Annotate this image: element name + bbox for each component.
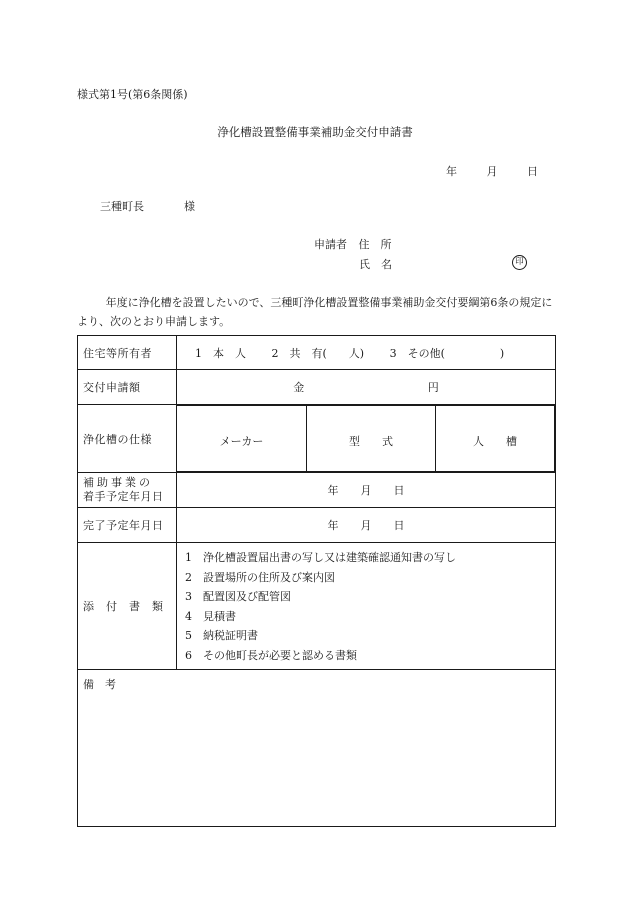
form-number: 様式第1号(第6条関係) [77,88,188,101]
address-label: 住 所 [358,238,392,251]
spec-grid [177,405,556,473]
day-label: 日 [527,165,538,178]
amount-row [78,370,556,405]
seal-mark: 印 [512,255,527,270]
date-line [446,163,538,179]
attachment-item: 1 浄化槽設置届出書の写し又は建築確認通知書の写し [185,551,456,564]
owner-row [78,336,556,370]
applicant-label: 申請者 [314,238,347,251]
attachment-item: 2 設置場所の住所及び案内図 [185,570,335,584]
finish-date-label: 完了予定年月日 [78,508,177,543]
owner-option-other: 3 その他( ) [389,346,505,360]
remarks-row [78,670,556,827]
application-statement: 年度に浄化槽を設置したいので、三種町浄化槽設置整備事業補助金交付要綱第6条の規定により、次のとおり申請します。 [77,296,553,328]
applicant-name-row [314,256,392,272]
attachment-item: 5 納税証明書 [185,629,258,642]
attachment-item: 6 その他町長が必要と認める書類 [185,648,357,662]
start-date-label-line1: 補助事業の [83,476,153,489]
finish-date-row [78,508,556,543]
addressee-name: 三種町長 [100,200,144,213]
start-date-label-line2: 着手予定年月日 [83,490,164,503]
attachment-item: 4 見積書 [185,609,236,623]
amount-unit: 円 [427,381,439,394]
owner-option-shared: 2 共 有( 人) [271,346,365,360]
amount-field [177,370,556,405]
spec-maker-header: メーカー [177,406,307,472]
addressee-honorific: 様 [184,200,195,213]
month-label: 月 [486,165,498,178]
start-date-value: 年 月 日 [177,473,556,508]
year-label: 年 [446,165,457,178]
start-date-label [78,473,177,508]
attachment-item: 3 配置図及び配管図 [185,590,291,603]
amount-label: 交付申請額 [78,370,177,405]
attachments-row [78,543,556,670]
remarks-label: 備 考 [83,678,116,691]
spec-label: 浄化槽の仕様 [78,405,177,473]
application-table [77,335,556,827]
start-date-row [78,473,556,508]
owner-label: 住宅等所有者 [78,336,177,370]
attachments-label: 添 付 書 類 [78,543,177,670]
spec-model-header: 型 式 [307,406,436,472]
amount-prefix: 金 [293,381,305,394]
spec-row [78,405,556,473]
owner-option-self: 1 本 人 [195,346,246,360]
spec-capacity-header: 人 槽 [436,406,555,472]
document-title: 浄化槽設置整備事業補助金交付申請書 [217,125,413,139]
name-label: 氏 名 [359,258,392,271]
owner-options [177,336,556,370]
applicant-address-row [314,236,392,252]
remarks-box [78,670,556,827]
attachments-list [177,543,556,670]
finish-date-value: 年 月 日 [177,508,556,543]
addressee [100,198,195,214]
